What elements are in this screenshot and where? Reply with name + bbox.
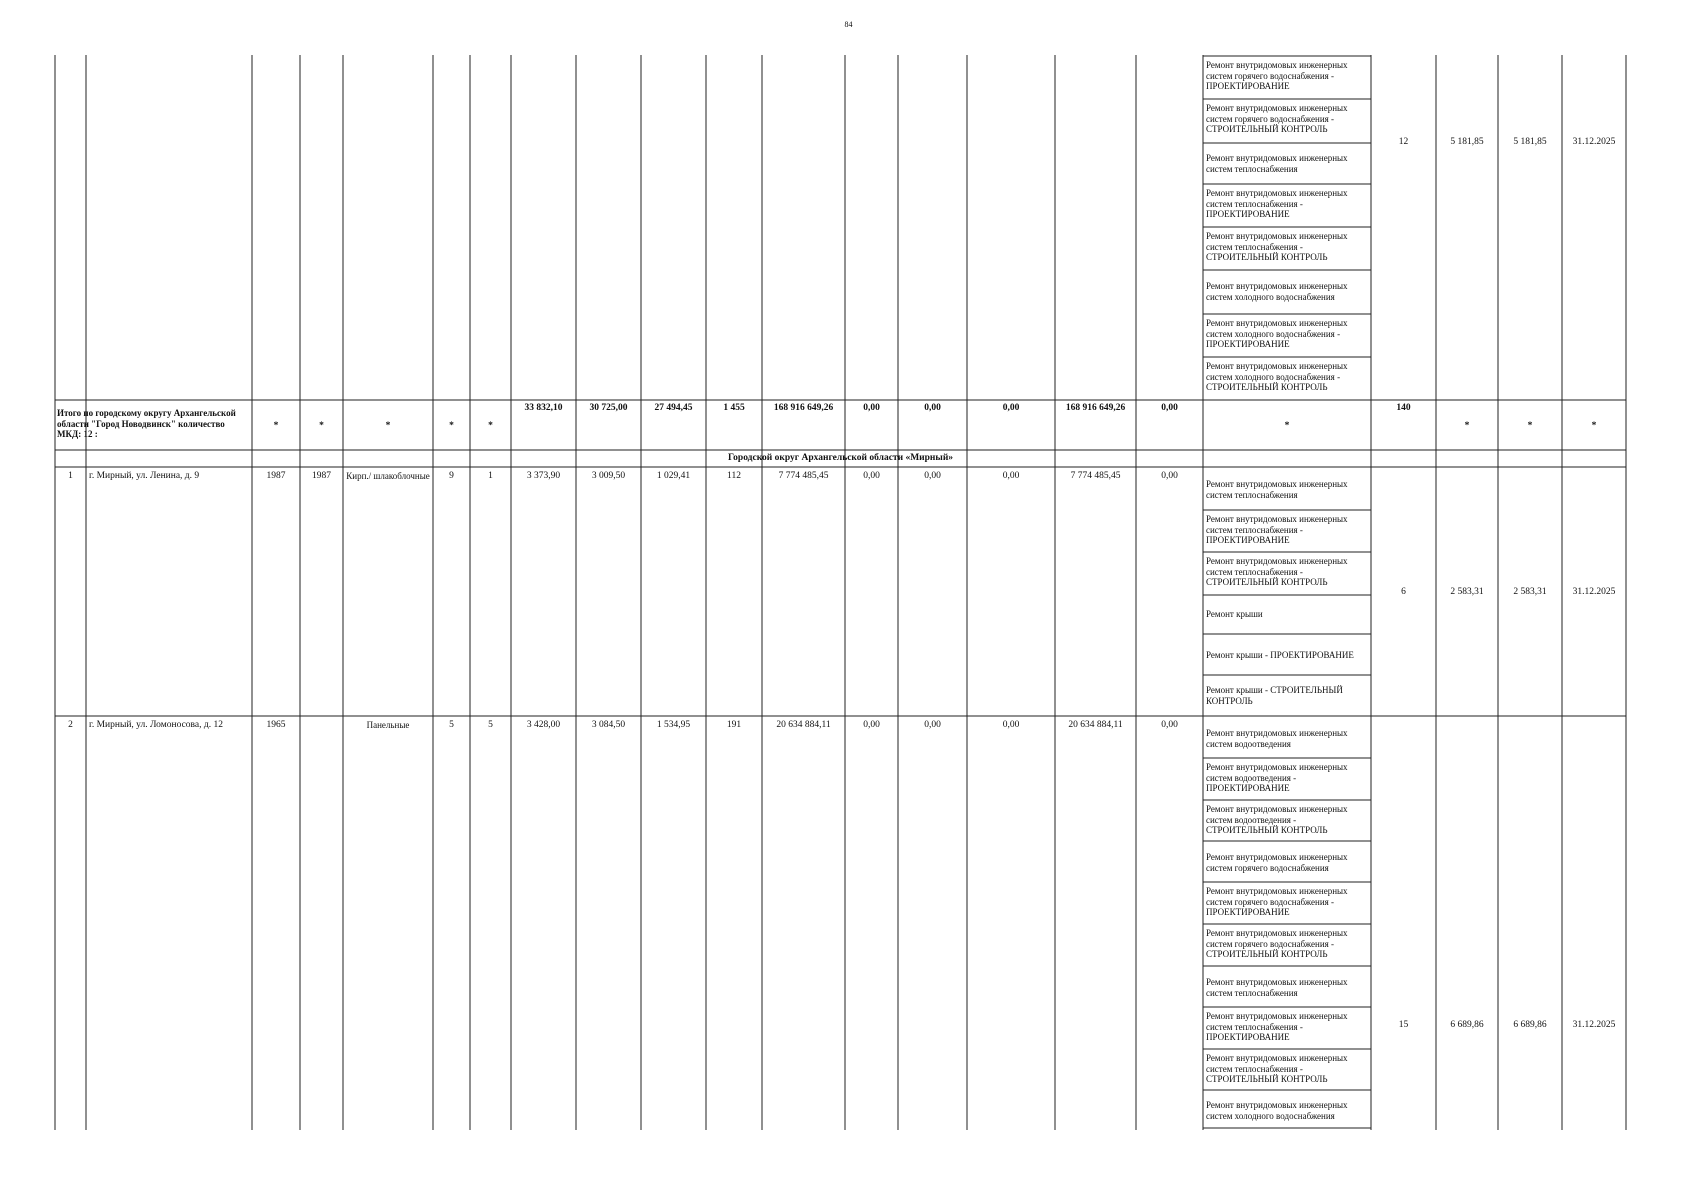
work-name: Ремонт крыши - СТРОИТЕЛЬНЫЙ КОНТРОЛЬ (1206, 685, 1343, 706)
row-f5: 0,00 (1161, 471, 1178, 481)
work-name: Ремонт внутридомовых инженерных систем водоотведения - СТРОИТЕЛЬНЫЙ КОНТРОЛЬ (1206, 804, 1348, 835)
work-name: Ремонт внутридомовых инженерных систем теплоснабжения - СТРОИТЕЛЬНЫЙ КОНТРОЛЬ (1206, 231, 1348, 262)
total-star: * (385, 421, 391, 431)
row-area-flat: 1 534,95 (656, 720, 691, 730)
row-residents: 191 (726, 720, 742, 730)
row-f4: 7 774 485,45 (1070, 471, 1121, 481)
total-residents: 1 455 (723, 403, 745, 413)
work-name: Ремонт внутридомовых инженерных систем горячего водоснабжения - СТРОИТЕЛЬНЫЙ КОНТРОЛЬ (1206, 928, 1348, 959)
row-f3: 0,00 (1002, 471, 1020, 481)
row-f3: 0,00 (1002, 720, 1020, 730)
work-name: Ремонт внутридомовых инженерных систем водоотведения (1206, 728, 1348, 749)
row-material: Панельные (366, 720, 410, 730)
total-area-total: 33 832,10 (524, 403, 563, 413)
work-name: Ремонт внутридомовых инженерных систем теплоснабжения - СТРОИТЕЛЬНЫЙ КОНТРОЛЬ (1206, 556, 1348, 587)
row-cost: 7 774 485,45 (778, 471, 829, 481)
total-f1: 0,00 (863, 403, 880, 413)
row-f4: 20 634 884,11 (1068, 720, 1123, 730)
row-area-res: 3 084,50 (591, 720, 626, 730)
row-f2: 0,00 (924, 720, 941, 730)
cost-per-m2: 6 689,86 (1450, 1020, 1484, 1030)
row-area-flat: 1 029,41 (656, 471, 691, 481)
total-cost: 168 916 649,26 (773, 403, 834, 413)
page-number: 84 (844, 20, 853, 29)
work-name: Ремонт внутридомовых инженерных систем горячего водоснабжения (1206, 852, 1348, 873)
cost-per-m2: 5 181,85 (1450, 137, 1484, 147)
total-star: * (449, 421, 454, 431)
total-area-res: 30 725,00 (589, 403, 628, 413)
work-name: Ремонт внутридомовых инженерных систем теплоснабжения (1206, 479, 1348, 500)
total-star: * (273, 421, 279, 431)
work-name: Ремонт внутридомовых инженерных систем холодного водоснабжения (1206, 281, 1348, 302)
total-f4: 168 916 649,26 (1065, 403, 1126, 413)
total-label: Итого по городскому округу Архангельской области "Город Новодвинск" количество МКД: 12 : (57, 408, 236, 439)
row-year-built: 1987 (266, 471, 286, 481)
total-f3: 0,00 (1002, 403, 1020, 413)
work-count: 15 (1398, 1020, 1409, 1030)
row-num: 1 (68, 471, 73, 481)
row-entrances: 5 (488, 720, 493, 730)
work-name: Ремонт внутридомовых инженерных систем теплоснабжения - ПРОЕКТИРОВАНИЕ (1206, 188, 1348, 219)
work-name: Ремонт внутридомовых инженерных систем холодного водоснабжения - СТРОИТЕЛЬНЫЙ КОНТРОЛЬ (1206, 361, 1348, 392)
row-address: г. Мирный, ул. Ломоносова, д. 12 (89, 720, 223, 730)
work-name: Ремонт внутридомовых инженерных систем горячего водоснабжения - СТРОИТЕЛЬНЫЙ КОНТРОЛЬ (1206, 103, 1348, 134)
row-material: Кирп./ шлакоблочные (346, 471, 430, 481)
completion-date: 31.12.2025 (1572, 1020, 1616, 1030)
total-star: * (1527, 421, 1533, 431)
work-name: Ремонт внутридомовых инженерных систем теплоснабжения (1206, 977, 1348, 998)
total-f2: 0,00 (924, 403, 941, 413)
total-star: * (1464, 421, 1470, 431)
row-f5: 0,00 (1161, 720, 1178, 730)
work-name: Ремонт внутридомовых инженерных систем водоотведения - ПРОЕКТИРОВАНИЕ (1206, 762, 1348, 793)
row-year-built: 1965 (266, 720, 286, 730)
row-floors: 5 (449, 720, 454, 730)
row-floors: 9 (449, 471, 454, 481)
row-area-res: 3 009,50 (591, 471, 626, 481)
total-area-flat: 27 494,45 (654, 403, 693, 413)
work-name: Ремонт внутридомовых инженерных систем горячего водоснабжения - ПРОЕКТИРОВАНИЕ (1206, 60, 1348, 91)
work-name: Ремонт внутридомовых инженерных систем холодного водоснабжения - ПРОЕКТИРОВАНИЕ (1206, 318, 1348, 349)
work-name: Ремонт внутридомовых инженерных систем холодного водоснабжения (1206, 1100, 1348, 1121)
row-cost: 20 634 884,11 (776, 720, 831, 730)
work-name: Ремонт крыши - ПРОЕКТИРОВАНИЕ (1206, 650, 1354, 660)
cost-limit: 2 583,31 (1513, 587, 1547, 597)
row-f2: 0,00 (924, 471, 941, 481)
total-star: * (488, 421, 493, 431)
work-name: Ремонт внутридомовых инженерных систем теплоснабжения (1206, 153, 1348, 174)
completion-date: 31.12.2025 (1572, 587, 1616, 597)
row-f1: 0,00 (863, 720, 880, 730)
cost-per-m2: 2 583,31 (1450, 587, 1484, 597)
row-residents: 112 (727, 471, 741, 481)
row-num: 2 (68, 720, 73, 730)
cost-limit: 6 689,86 (1513, 1020, 1547, 1030)
total-count: 140 (1396, 403, 1411, 413)
work-count: 6 (1401, 587, 1406, 597)
row-f1: 0,00 (863, 471, 880, 481)
total-star: * (1591, 421, 1597, 431)
completion-date: 31.12.2025 (1572, 137, 1616, 147)
work-name: Ремонт внутридомовых инженерных систем теплоснабжения - ПРОЕКТИРОВАНИЕ (1206, 514, 1348, 545)
row-entrances: 1 (488, 471, 493, 481)
total-f5: 0,00 (1161, 403, 1178, 413)
row-year-repair: 1987 (312, 471, 331, 481)
total-star: * (319, 421, 324, 431)
work-name: Ремонт внутридомовых инженерных систем горячего водоснабжения - ПРОЕКТИРОВАНИЕ (1206, 886, 1348, 917)
work-count: 12 (1398, 137, 1409, 147)
row-address: г. Мирный, ул. Ленина, д. 9 (89, 471, 200, 481)
total-star: * (1284, 421, 1290, 431)
work-name: Ремонт крыши (1206, 609, 1263, 619)
row-area-total: 3 428,00 (526, 720, 561, 730)
work-name: Ремонт внутридомовых инженерных систем теплоснабжения - СТРОИТЕЛЬНЫЙ КОНТРОЛЬ (1206, 1053, 1348, 1084)
row-area-total: 3 373,90 (526, 471, 561, 481)
cost-limit: 5 181,85 (1513, 137, 1547, 147)
work-name: Ремонт внутридомовых инженерных систем теплоснабжения - ПРОЕКТИРОВАНИЕ (1206, 1011, 1348, 1042)
section-title: Городской округ Архангельской области «Мирный» (727, 453, 954, 463)
